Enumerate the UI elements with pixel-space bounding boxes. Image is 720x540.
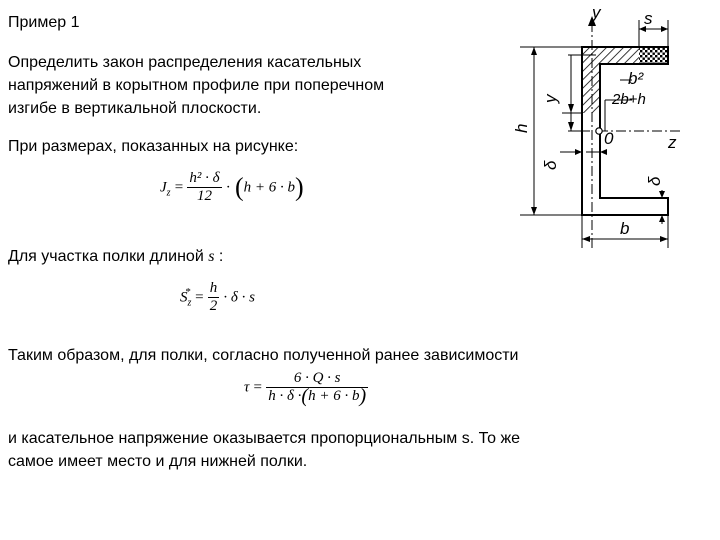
- formula-j-den: 12: [197, 188, 212, 204]
- task-line-2: напряжений в корытном профиле при поперечном: [8, 77, 385, 94]
- task-line-3: изгибе в вертикальной плоскости.: [8, 100, 262, 117]
- label-delta-web: δ: [541, 160, 560, 170]
- formula-s-num: h: [209, 280, 218, 296]
- formula-moment-of-inertia: $J_z$ = $\frac{\text{h² · δ}}{12}$ · (h + 6 · b): [160, 170, 304, 204]
- formula-j-mult: ·: [225, 179, 231, 196]
- formula-j-sub: z: [166, 187, 171, 199]
- flange-text-main: Для участка полки длиной: [8, 248, 204, 265]
- label-s: s: [644, 9, 653, 28]
- label-y-axis: y: [592, 3, 601, 22]
- conclusion-line-1: и касательное напряжение оказывается пропорциональным s. То же: [8, 430, 521, 447]
- flange-text-colon: :: [218, 248, 224, 265]
- formula-s-sub: z: [187, 297, 192, 309]
- formula-tau-den-a: h · δ ·: [268, 388, 302, 404]
- task-line-1: Определить закон распределения касательных: [8, 54, 362, 71]
- web-hatch: [583, 63, 599, 113]
- formula-s-tail: · δ · s: [223, 289, 255, 306]
- formula-shear-stress: τ = $\frac{6 \cdot Q \cdot s}{h \cdot \delta \cdot(h + 6 \cdot b)}$: [244, 370, 367, 408]
- formula-s-lhs: S: [180, 289, 188, 306]
- label-delta-flange: δ: [645, 176, 664, 186]
- label-h: h: [512, 123, 531, 133]
- formula-j-eq: =: [174, 179, 184, 196]
- formula-tau-eq: =: [253, 379, 263, 396]
- label-b: b: [620, 219, 630, 238]
- flange-section-s: [639, 48, 667, 63]
- label-b-squared: b²: [628, 69, 644, 88]
- dims-intro: При размерах, показанных на рисунке:: [8, 138, 299, 155]
- flange-text-var: s: [208, 248, 215, 265]
- flange-dependence-text: Таким образом, для полки, согласно полученной ранее зависимости: [8, 347, 519, 364]
- formula-s-sup: *: [185, 286, 191, 299]
- label-origin: 0: [604, 129, 614, 148]
- formula-j-lhs: J: [160, 179, 167, 196]
- formula-s-den: 2: [209, 298, 218, 314]
- example-title: Пример 1: [8, 14, 80, 31]
- formula-tau-den-paren: h + 6 · b: [308, 388, 360, 404]
- formula-j-num: h² · δ: [189, 170, 220, 186]
- label-y-dim: y: [541, 94, 560, 103]
- formula-tau-lhs: τ: [244, 379, 250, 396]
- formula-s-eq: =: [195, 289, 204, 306]
- formula-tau-num: 6 · Q · s: [266, 370, 368, 388]
- label-2b-plus-h: 2b+h: [612, 91, 646, 108]
- conclusion-line-2: самое имеет место и для нижней полки.: [8, 453, 308, 470]
- formula-j-paren: h + 6 · b: [243, 179, 296, 196]
- label-z-axis: z: [668, 133, 677, 152]
